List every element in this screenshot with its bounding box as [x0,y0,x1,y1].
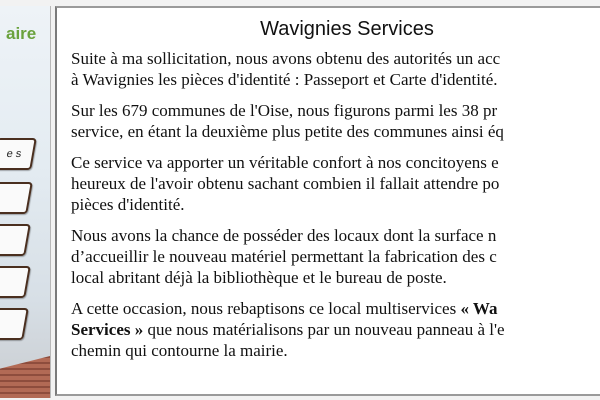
paragraph-line: à Wavignies les pièces d'identité : Passeport et Carte d'identité. [71,70,498,89]
article-title: Wavignies Services [260,18,434,40]
paragraph-line: chemin qui contourne la mairie. [71,341,288,360]
sidebar-banner [0,6,51,398]
paragraph-5 [71,298,600,361]
paragraph-2 [71,100,600,142]
paragraph-line: Ce service va apporter un véritable confort à nos concitoyens e [71,153,499,172]
paragraph-3 [71,152,600,215]
paragraph-line: Suite à ma sollicitation, nous avons obtenu des autorités un acc [71,49,501,68]
paragraph-text: que nous matérialisons par un nouveau panneau à l'e [143,320,505,339]
paragraph-line: pièces d'identité. [71,195,185,214]
paragraph-1 [71,48,600,90]
paragraph-line: heureux de l'avoir obtenu sachant combien il fallait attendre po [71,174,500,193]
article-body [71,48,600,371]
paragraph-line [71,298,600,319]
paragraph-bold-text: Services » [71,320,144,339]
road-sign-5 [0,308,29,340]
paragraph-line: service, en étant la deuxième plus petite des communes ainsi éq [71,122,504,141]
road-sign-3 [0,224,31,256]
paragraph-text: A cette occasion, nous rebaptisons ce local multiservices [71,299,461,318]
paragraph-line: d’accueillir le nouveau matériel permettant la fabrication des c [71,247,497,266]
paragraph-line: Nous avons la chance de posséder des locaux dont la surface n [71,226,497,245]
article-panel [55,6,600,396]
road-sign-4 [0,266,31,298]
road-sign-1: e s [0,138,37,170]
road-sign-2 [0,182,33,214]
paragraph-bold-text: « Wa [460,299,498,318]
sidebar-title-fragment: aire [6,24,37,43]
paragraph-line [71,319,600,340]
paragraph-line: local abritant déjà la bibliothèque et le bureau de poste. [71,268,447,287]
house-roof-image [0,356,50,398]
paragraph-line: Sur les 679 communes de l'Oise, nous figurons parmi les 38 pr [71,101,498,120]
paragraph-4 [71,225,600,288]
